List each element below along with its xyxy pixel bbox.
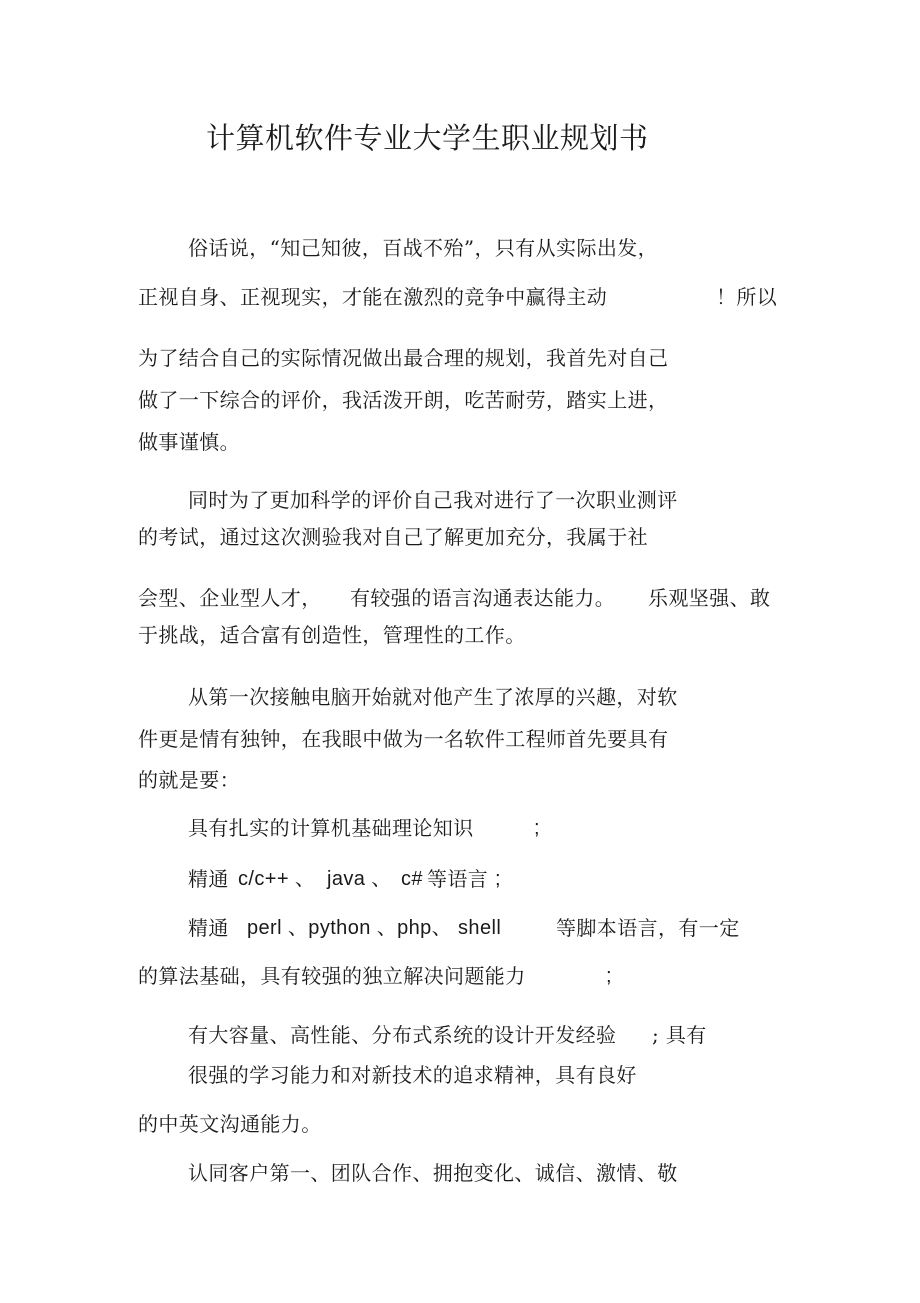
text-line: 从第一次接触电脑开始就对他产生了浓厚的兴趣，对软 bbox=[188, 685, 678, 709]
text-line: 件更是情有独钟，在我眼中做为一名软件工程师首先要具有 bbox=[138, 727, 669, 751]
text-line: 认同客户第一、团队合作、拥抱变化、诚信、激情、敬 bbox=[188, 1161, 678, 1185]
text-line: 等脚本语言，有一定 bbox=[556, 916, 740, 940]
text-line: 同时为了更加科学的评价自己我对进行了一次职业测评 bbox=[188, 488, 678, 512]
text-line: 为了结合自己的实际情况做出最合理的规划，我首先对自己 bbox=[138, 346, 669, 370]
text-line: 会型、企业型人才， bbox=[138, 586, 322, 610]
text-line: 的就是要： bbox=[138, 768, 240, 792]
text-line: 等语言 bbox=[427, 867, 489, 891]
text-line: 于挑战，适合富有创造性，管理性的工作。 bbox=[138, 623, 526, 647]
text-line: ; bbox=[534, 817, 540, 839]
text-line: 做了一下综合的评价，我活泼开朗，吃苦耐劳，踏实上进， bbox=[138, 388, 669, 412]
text-line: java 、 bbox=[327, 868, 392, 890]
text-line: 具有扎实的计算机基础理论知识 bbox=[188, 816, 474, 840]
text-line: 精通 bbox=[188, 916, 229, 940]
text-line: 的中英文沟通能力。 bbox=[138, 1112, 322, 1136]
text-line: c/c++ 、 bbox=[238, 868, 316, 890]
text-line: c# bbox=[401, 868, 423, 890]
text-line: ！所以 bbox=[716, 285, 778, 309]
text-line: ; bbox=[606, 965, 612, 987]
text-line: perl 、python 、php、 shell bbox=[247, 917, 502, 939]
text-line: 正视自身、正视现实，才能在激烈的竞争中赢得主动 bbox=[138, 285, 608, 309]
text-line: 做事谨慎。 bbox=[138, 430, 240, 454]
document-title: 计算机软件专业大学生职业规划书 bbox=[206, 121, 649, 155]
text-line: 很强的学习能力和对新技术的追求精神，具有良好 bbox=[188, 1063, 637, 1087]
text-line: 精通 bbox=[188, 867, 229, 891]
text-line: 的算法基础，具有较强的独立解决问题能力 bbox=[138, 964, 526, 988]
text-line: 有较强的语言沟通表达能力。 bbox=[350, 586, 616, 610]
text-line: ; bbox=[495, 868, 501, 890]
text-line: 乐观坚强、敢 bbox=[648, 586, 771, 610]
text-line: 的考试，通过这次测验我对自己了解更加充分，我属于社 bbox=[138, 525, 648, 549]
text-line: 有大容量、高性能、分布式系统的设计开发经验 bbox=[188, 1023, 617, 1047]
text-line: 俗话说，“知己知彼，百战不殆”，只有从实际出发， bbox=[188, 236, 659, 260]
text-line: ; 具有 bbox=[652, 1023, 707, 1047]
